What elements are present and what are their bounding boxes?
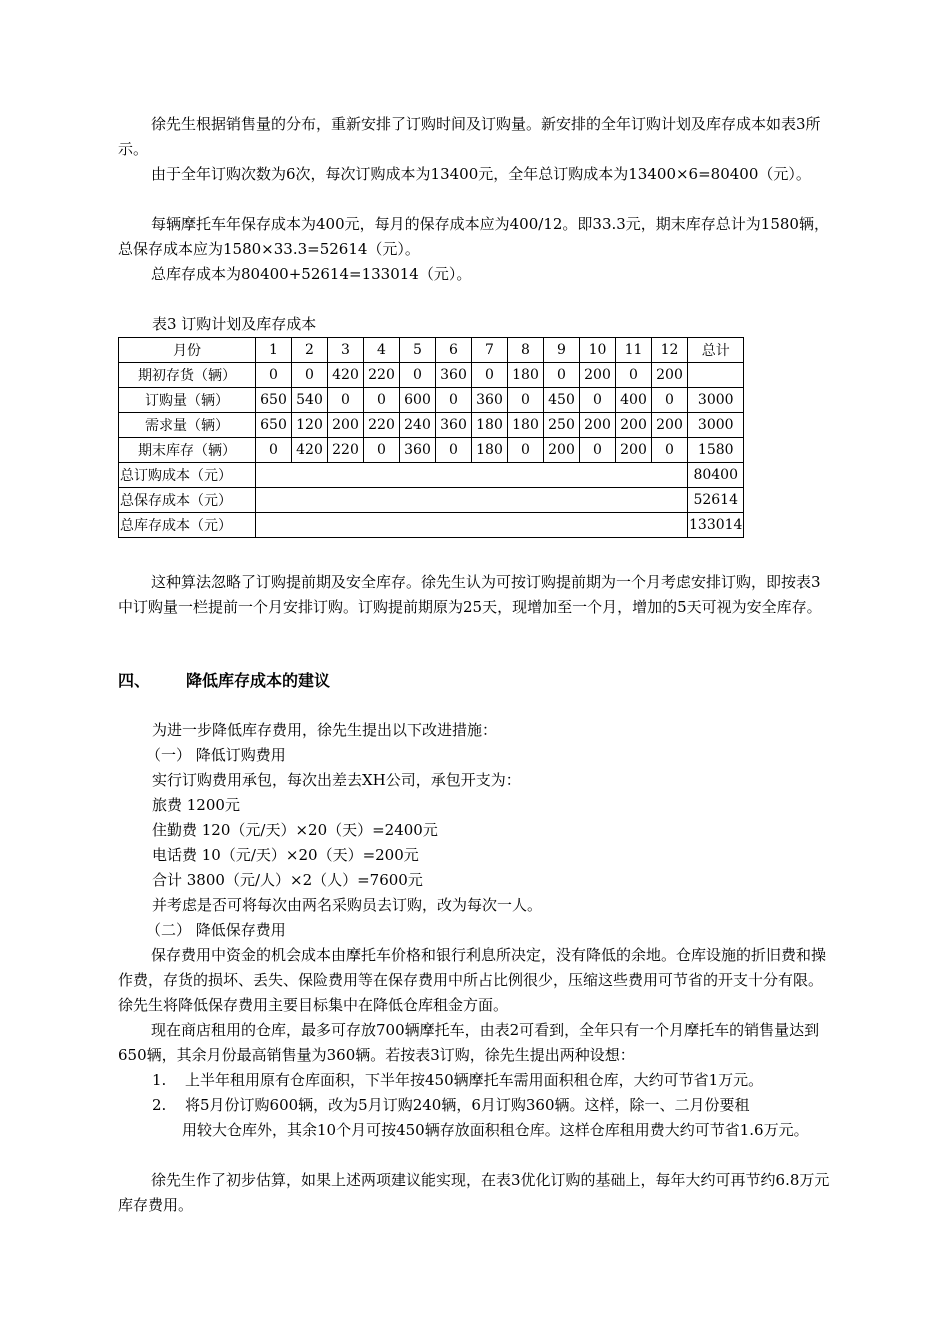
table-row (119, 388, 744, 413)
summary-empty-cell (256, 513, 688, 538)
table-row (119, 363, 744, 388)
table-cell: 0 (400, 363, 436, 388)
table-cell-total (688, 363, 744, 388)
header-month: 8 (508, 338, 544, 363)
ordering-note: 并考虑是否可将每次由两名采购员去订购，改为每次一人。 (152, 896, 543, 914)
table-cell: 120 (292, 413, 328, 438)
table-cell: 200 (580, 363, 616, 388)
table-cell: 0 (364, 388, 400, 413)
table-cell: 180 (472, 413, 508, 438)
table-cell: 360 (436, 363, 472, 388)
cost-phone: 电话费 10（元/天）×20（天）=200元 (152, 846, 419, 864)
list-item (152, 1068, 763, 1093)
table-cell: 0 (580, 388, 616, 413)
table-cell: 360 (472, 388, 508, 413)
table-cell: 200 (580, 413, 616, 438)
table-header-row (119, 338, 744, 363)
list-item-continued: 用较大仓库外，其余10个月可按450辆存放面积租仓库。这样仓库租用费大约可节省1.6万元。 (182, 1121, 809, 1139)
header-month: 11 (616, 338, 652, 363)
header-month: 6 (436, 338, 472, 363)
table-row (119, 438, 744, 463)
table-cell-total: 3000 (688, 388, 744, 413)
table-summary-row (119, 488, 744, 513)
list-number: 2. (152, 1096, 167, 1114)
table-summary-row (119, 463, 744, 488)
table-cell: 0 (580, 438, 616, 463)
subheading-ordering: （一） 降低订购费用 (146, 746, 286, 764)
table-cell: 200 (652, 413, 688, 438)
table-cell: 240 (400, 413, 436, 438)
table-row (119, 413, 744, 438)
header-month: 12 (652, 338, 688, 363)
table-cell: 0 (364, 438, 400, 463)
table-cell: 0 (508, 438, 544, 463)
table-cell: 200 (328, 413, 364, 438)
table-cell: 250 (544, 413, 580, 438)
table-cell: 0 (292, 363, 328, 388)
summary-label: 总订购成本（元） (119, 463, 256, 488)
table-cell: 220 (328, 438, 364, 463)
summary-total: 133014 (688, 513, 744, 538)
cost-travel: 旅费 1200元 (152, 796, 240, 814)
subheading-ordering-text: 实行订购费用承包，每次出差去XH公司，承包开支为： (152, 771, 521, 789)
section-title: 降低库存成本的建议 (186, 671, 331, 690)
table-cell: 200 (616, 413, 652, 438)
row-label: 需求量（辆） (119, 413, 256, 438)
table-cell: 0 (256, 363, 292, 388)
list-number: 1. (152, 1071, 167, 1089)
paragraph-total-cost: 总库存成本为80400+52614=133014（元）。 (151, 265, 472, 283)
row-label: 订购量（辆） (119, 388, 256, 413)
table-cell-total: 1580 (688, 438, 744, 463)
table-cell: 0 (544, 363, 580, 388)
section-intro: 为进一步降低库存费用，徐先生提出以下改进措施： (152, 721, 498, 739)
table-cell: 400 (616, 388, 652, 413)
table-cell: 0 (472, 363, 508, 388)
summary-label: 总保存成本（元） (119, 488, 256, 513)
header-month: 5 (400, 338, 436, 363)
header-month: 7 (472, 338, 508, 363)
table-cell: 200 (544, 438, 580, 463)
section-number: 四、 (118, 671, 151, 690)
table-cell: 420 (328, 363, 364, 388)
list-item (152, 1093, 750, 1118)
table-cell: 360 (436, 413, 472, 438)
cost-total: 合计 3800（元/人）×2（人）=7600元 (152, 871, 423, 889)
table-cell: 450 (544, 388, 580, 413)
section-heading (118, 668, 330, 694)
table-cell: 180 (508, 363, 544, 388)
paragraph-order-cost: 由于全年订购次数为6次，每次订购成本为13400元，全年总订购成本为13400×6=80400（元）。 (151, 165, 811, 183)
row-label: 期初存货（辆） (119, 363, 256, 388)
header-month: 4 (364, 338, 400, 363)
table-cell: 0 (616, 363, 652, 388)
table-cell: 540 (292, 388, 328, 413)
table-cell: 180 (508, 413, 544, 438)
table-cell: 200 (652, 363, 688, 388)
row-label: 期末库存（辆） (119, 438, 256, 463)
table-cell: 420 (292, 438, 328, 463)
table-cell: 650 (256, 388, 292, 413)
table-cell: 220 (364, 363, 400, 388)
summary-label: 总库存成本（元） (119, 513, 256, 538)
header-month: 3 (328, 338, 364, 363)
table-cell: 220 (364, 413, 400, 438)
table-cell: 0 (652, 388, 688, 413)
header-month: 9 (544, 338, 580, 363)
paragraph-conclusion: 徐先生作了初步估算，如果上述两项建议能实现，在表3优化订购的基础上，每年大约可再节约6.8万元库存费用。 (118, 1171, 830, 1214)
paragraph-warehouse: 现在商店租用的仓库，最多可存放700辆摩托车，由表2可看到，全年只有一个月摩托车的销售量达到650辆，其余月份最高销售量为360辆。若按表3订购，徐先生提出两种设想： (118, 1021, 820, 1064)
cost-lodging: 住勤费 120（元/天）×20（天）=2400元 (152, 821, 438, 839)
table-cell: 360 (400, 438, 436, 463)
list-text: 将5月份订购600辆，改为5月订购240辆，6月订购360辆。这样，除一、二月份要租 (185, 1096, 750, 1114)
paragraph-lead-time: 这种算法忽略了订购提前期及安全库存。徐先生认为可按订购提前期为一个月考虑安排订购，即按表3中订购量一栏提前一个月安排订购。订购提前期原为25天，现增加至一个月，增加的5天可视为安全库存。 (118, 573, 822, 616)
header-month: 2 (292, 338, 328, 363)
paragraph-holding-cost: 每辆摩托车年保存成本为400元，每月的保存成本应为400/12。即33.3元，期末库存总计为1580辆，总保存成本应为1580×33.3=52614（元）。 (118, 215, 829, 258)
header-total: 总计 (688, 338, 744, 363)
paragraph-order-plan: 徐先生根据销售量的分布，重新安排了订购时间及订购量。新安排的全年订购计划及库存成本如表3所示。 (118, 115, 821, 158)
table-cell-total: 3000 (688, 413, 744, 438)
table-cell: 0 (652, 438, 688, 463)
header-month: 1 (256, 338, 292, 363)
summary-empty-cell (256, 488, 688, 513)
table-cell: 0 (328, 388, 364, 413)
table-cell: 0 (256, 438, 292, 463)
table-cell: 650 (256, 413, 292, 438)
table-cell: 180 (472, 438, 508, 463)
table-cell: 200 (616, 438, 652, 463)
summary-total: 52614 (688, 488, 744, 513)
order-plan-table (118, 337, 744, 538)
paragraph-holding-analysis: 保存费用中资金的机会成本由摩托车价格和银行利息所决定，没有降低的余地。仓库设施的折旧费和操作费，存货的损坏、丢失、保险费用等在保存费用中所占比例很少，压缩这些费用可节省的开支十分有限。徐先生将降低保存费用主要目标集中在降低仓库租金方面。 (118, 946, 827, 1014)
table-summary-row (119, 513, 744, 538)
table-caption: 表3 订购计划及库存成本 (152, 315, 317, 333)
summary-total: 80400 (688, 463, 744, 488)
table-cell: 0 (508, 388, 544, 413)
summary-empty-cell (256, 463, 688, 488)
header-month-label: 月份 (119, 338, 256, 363)
table-cell: 0 (436, 388, 472, 413)
header-month: 10 (580, 338, 616, 363)
subheading-holding: （二） 降低保存费用 (146, 921, 286, 939)
table-cell: 600 (400, 388, 436, 413)
table-cell: 0 (436, 438, 472, 463)
list-text: 上半年租用原有仓库面积，下半年按450辆摩托车需用面积租仓库，大约可节省1万元。 (185, 1071, 764, 1089)
